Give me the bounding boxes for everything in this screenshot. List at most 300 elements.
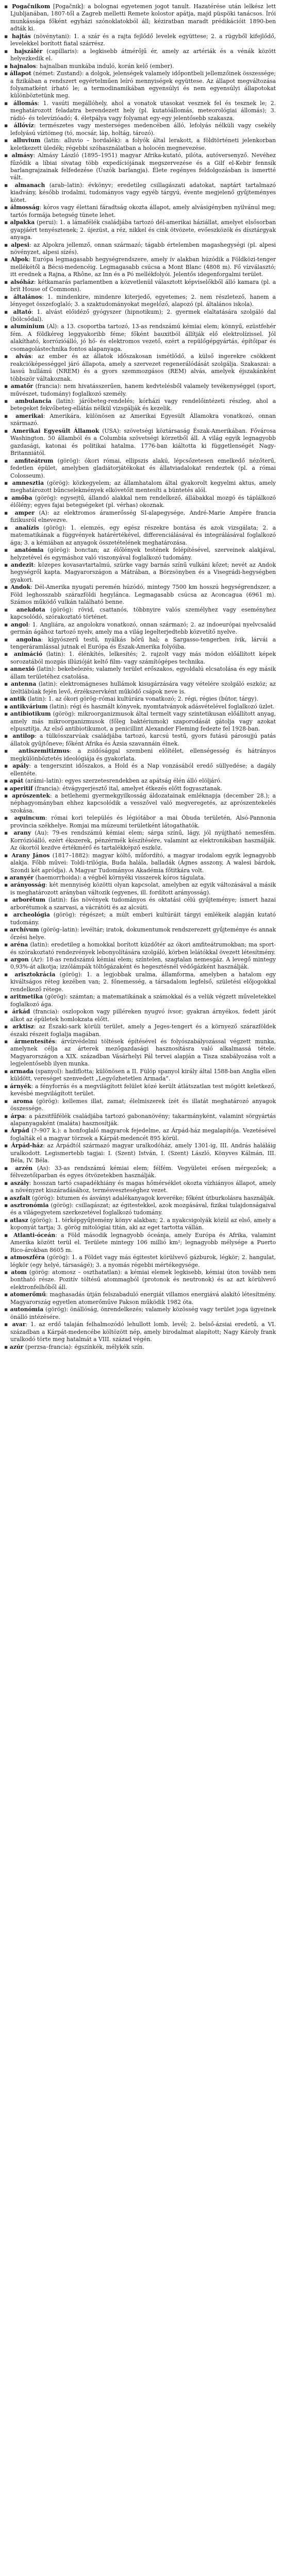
entry-headword: aroma	[13, 1097, 33, 1105]
dictionary-entry	[4, 353, 276, 383]
bullet-icon: ▪	[4, 1321, 12, 1328]
bullet-icon: ▪	[4, 3, 12, 10]
entry-definition: : kígyószerű testű, nyálkás bőrű hal; a Sargasso-tengerben ívik, lárvái a tengeráramlással jutnak el Európa és Észak-Amerika folyóiba.	[10, 636, 276, 650]
entry-headword: állóvíz	[13, 122, 34, 129]
entry-definition: (görög): 1. a Földet vagy más égitestet körülvevő gázburok, légkör; 2. hangulat, légkör (egy helyé, társaságé); 3. a nyomás régebbi mértékegysége.	[10, 1254, 276, 1268]
bullet-icon: ▪	[4, 762, 13, 770]
entry-definition: : árvízvédelmi töltések építésével és folyószabályozással végzett munka, amelynek célja az árterek mezőgazdasági hasznosításra való alkalmassá tétele. Magyarországon a XIX. században Vásárhelyi Pál tervei alapján a Tisza szabályozása volt a legjelentősebb ilyen munka.	[10, 1038, 276, 1067]
entry-headword: asztronómia	[10, 1201, 49, 1209]
bullet-icon: ▪	[4, 651, 14, 658]
bullet-icon: ▪	[4, 1127, 11, 1134]
entry-headword: anatómia	[14, 547, 44, 554]
entry-headword: árkád	[12, 1008, 30, 1015]
dictionary-entry	[4, 383, 276, 398]
bullet-icon: ▪	[4, 323, 11, 330]
entry-definition: : a betlehemi gyermekgyilkosság áldozatainak emléknapja (december 28.); a néphagyományban ehhez kapcsolódik a vesszővel való megveregetés, az aprószentekelés szokása.	[10, 792, 276, 814]
entry-definition: (haemorrhoida): a végbél környéki visszerek kóros tágulata.	[34, 874, 206, 882]
entry-definition: : Almásy László (1895–1951) magyar Afrika-kutató, pilóta, autóversenyző. Nevéhez fűződik a líbiai sivatag több expedíciójának megszervezése és a Gilf el-Kebir fennsík barlangrajzainak felfedezése (Úszók barlangja). Élete regényes feldolgozásban is ismertté vált.	[10, 152, 276, 181]
entry-definition: (latin): régi és használt könyvek, nyomtatványok adásvételével foglalkozó üzlet.	[47, 703, 275, 710]
entry-definition: : két mennyiség közötti olyan kapcsolat, amelyben az egyik változásával a másik is meghatározott arányban változik (egyenes, ill. fordított arányosság).	[10, 882, 276, 896]
dictionary-entry	[4, 3, 276, 33]
entry-headword: arzén	[15, 1164, 33, 1172]
bullet-icon: ▪	[4, 561, 11, 568]
bullet-icon: ▪	[4, 792, 12, 800]
dictionary-entry	[4, 1023, 276, 1038]
dictionary-entry	[4, 896, 276, 911]
bullet-icon: ▪	[4, 1038, 15, 1045]
entry-definition: : a Föld második legnagyobb óceánja, amely Európa és Afrika, valamint Amerika között terül el. Területe mintegy 106 millió km²; legnagyobb mélysége a Puerto Rico-árokban 8605 m.	[10, 1231, 276, 1253]
dictionary-entry	[4, 606, 276, 621]
entry-definition: (capillaris): a legkisebb átmérőjű ér, amely az artériák és a vénák között helyezkedik el.	[10, 47, 276, 62]
bullet-icon: ▪	[4, 956, 11, 963]
dictionary-entry	[4, 852, 276, 874]
bullet-icon: ▪	[4, 1164, 15, 1172]
bullet-icon: ▪	[4, 1082, 10, 1090]
entry-definition: : a tengerszint időszakos, a Hold és a Nap vonzásából eredő süllyedése; a dagály ellentéte.	[10, 762, 276, 777]
dictionary-entry	[4, 1165, 276, 1180]
bullet-icon: ▪	[4, 1142, 11, 1149]
entry-definition: (latin): 1. az ókori görög–római kultúrára vonatkozó; 2. régi, régies (bútor, tárgy).	[26, 696, 258, 703]
entry-definition: : 1. alvást előidéző gyógyszer (hipnotikum); 2. gyermek elaltatására szolgáló dal (bölcsődal).	[10, 308, 276, 323]
entry-definition: (görög): 1. a legjobbak uralma, államforma, amelyben a hatalom egy kiváltságos réteg kezében van; 2. főnemesség, a társadalom legfelső, születési előjogokkal rendelkező rétege.	[10, 971, 276, 993]
entry-headword: atom	[11, 1269, 27, 1276]
entry-definition: (görög): kellemes illat, zamat; élelmiszerek ízét és illatát meghatározó anyagok összessége.	[10, 1097, 276, 1112]
entry-definition: (görög): közkegyelem; az államhatalom által gyakorolt kegyelmi aktus, amely meghatározott bűncselekmények elkövetőit mentesíti a büntetés alól.	[10, 480, 276, 494]
bullet-icon: ▪	[4, 427, 12, 434]
bullet-icon: ▪	[4, 681, 11, 688]
bullet-icon: ▪	[4, 457, 15, 464]
entry-definition: (latin): bekebelezés; valamely terület erőszakos, egyoldalú elcsatolása és egy másik állam területéhez csatolása.	[10, 666, 276, 680]
bullet-icon: ▪	[4, 1023, 13, 1030]
entry-headword: amőba	[11, 494, 32, 501]
dictionary-entry	[4, 1113, 276, 1128]
entry-definition: [Pogačnik]: a bolognai egyetemen jogot tanult. Hazatérése után lelkész lett Ljubljanában, 1807-től a Zagreb melletti Remete kolostor apátja, majd püspöki tanácsos. Írói munkássága főként egyházi szónoklatokból áll; kéziratban maradt prédikációit 1890-ben adták ki.	[10, 3, 276, 32]
entry-definition: (Ar): 18-as rendszámú kémiai elem; színtelen, szagtalan nemesgáz. A levegő mintegy 0,93%-át alkotja; izzólámpák töltőgázaként és hegesztésnél védőgázként használják.	[10, 956, 276, 971]
entry-definition: (latin): elektromágneses hullámok kisugárzására vagy vételére szolgáló eszköz; az ízeltlábúak fején levő, érzékszervként működő csápok neve is.	[10, 681, 276, 695]
entry-definition: : Európa legmagasabb hegységrendszere, amely ív alakban húzódik a Földközi-tenger mellékétől a Bécsi-medencéig. Legmagasabb csúcsa a Mont Blanc (4808 m). Fő vízválasztó; itt erednek a Rajna, a Rhône, az Inn és a Pó mellékfolyói. Jelentős idegenforgalmi terület.	[10, 256, 276, 278]
bullet-icon: ▪	[4, 99, 14, 107]
dictionary-entry	[4, 941, 276, 956]
entry-definition: (latin): eredetileg a homokkal borított küzdőtér az ókori amfiteátrumokban; ma sport- és szórakoztató rendezvények lebonyolítására szolgáló, körben lelátókkal övezett létesítmény.	[10, 941, 276, 956]
entry-headword: alumínium	[10, 323, 45, 330]
entry-headword: ármentesítés	[14, 1038, 55, 1045]
bullet-icon: ▪	[4, 353, 16, 360]
entry-definition: (görög): rövid, csattanós, többnyire valós személyhez vagy eseményhez kapcsolódó, szórakoztató történet.	[10, 606, 276, 621]
bullet-icon: ▪	[4, 547, 14, 554]
entry-headword: angolna	[16, 636, 41, 643]
dictionary-entry	[4, 70, 276, 100]
entry-definition: (görög–latin): levéltár; iratok, dokumentumok rendszerezett gyűjteménye és annak őrzési helye.	[10, 926, 276, 941]
entry-headword: antiszemitizmus	[18, 748, 70, 755]
dictionary-entry	[4, 956, 276, 971]
entry-headword: alpesi	[11, 241, 29, 248]
dictionary-entry	[4, 1232, 276, 1254]
entry-definition: : római kori település és légiótábor a mai Óbuda területén, Alsó-Pannonia provincia székhelye. Romjai ma múzeumi területként látogathatók.	[10, 815, 276, 829]
dictionary-entry	[4, 48, 276, 63]
dictionary-entry	[4, 710, 276, 733]
entry-headword: alsóház	[10, 278, 34, 285]
dictionary-entry	[4, 309, 276, 324]
bullet-icon: ▪	[4, 911, 13, 919]
dictionary-entry	[4, 457, 276, 480]
dictionary-entry	[4, 152, 276, 182]
bullet-icon: ▪	[4, 703, 10, 710]
entry-headword: annexió	[10, 666, 35, 673]
entry-headword: Andok	[10, 584, 31, 591]
bullet-icon: ▪	[4, 278, 11, 285]
bullet-icon: ▪	[4, 181, 15, 189]
entry-headword: atlasz	[10, 1216, 28, 1224]
dictionary-entry	[4, 1038, 276, 1068]
entry-definition: (francia): nem hivatásszerűen, hanem kedvtelésből valamely tevékenységgel (sport, művészet, tudomány) foglalkozó személy.	[10, 383, 276, 397]
bullet-icon: ▪	[4, 926, 10, 934]
bullet-icon: ▪	[4, 152, 12, 159]
entry-definition: : a fényforrás és a megvilágított felület közé került átlátszatlan test mögött keletkező, kevésbé megvilágított terület.	[10, 1082, 276, 1097]
entry-definition: (görög): csillagászat; az égitestekkel, azok mozgásával, fizikai tulajdonságaival és a világegyetem szerkezetével foglalkozó tudomány.	[10, 1201, 276, 1216]
entry-headword: angol	[10, 621, 28, 628]
dictionary-entry	[4, 413, 276, 428]
bullet-icon: ▪	[4, 1254, 10, 1261]
entry-headword: aprószentek	[12, 792, 50, 800]
entry-headword: andezit	[10, 561, 34, 568]
bullet-icon: ▪	[4, 1216, 10, 1224]
entry-headword: Árpád-ház	[11, 1142, 43, 1149]
entry-definition: : a pázsitfűfélék családjába tartozó gabonanövény; takarmányként, valamint sörgyártás alapanyagaként (maláta) hasznosítják.	[10, 1112, 276, 1127]
entry-definition: (latin: alluvio – hordalék): a folyók által lerakott, a földtörténeti jelenkorban keletkezett üledék; régebbi szóhasználatban a holocén megnevezése.	[10, 137, 276, 151]
dictionary-entry	[4, 926, 276, 941]
bullet-icon: ▪	[4, 219, 10, 226]
bullet-icon: ▪	[4, 882, 11, 889]
entry-definition: : a tülkösszarvúak családjába tartozó, karcsú testű, gyors futású párosujjú patás állatok gyűjtőneve; főként Afrika és Ázsia szavannáin élnek.	[10, 733, 276, 747]
entry-definition: (görög): mikroorganizmusok által termelt vagy szintetikusan előállított anyag, amely más mikroorganizmusok (főleg baktériumok) szaporodását gátolja vagy azokat elpusztítja. Az első antibiotikumot, a penicillint Alexander Fleming fedezte fel 1928-ban.	[10, 710, 276, 732]
dictionary-entry	[4, 993, 276, 1008]
entry-headword: argon	[10, 956, 29, 963]
bullet-icon: ▪	[4, 70, 10, 77]
entry-headword: antibiotikum	[10, 710, 51, 718]
bullet-icon: ▪	[4, 308, 13, 315]
dictionary-entry	[4, 398, 276, 413]
entry-definition: (A): az elektromos áramerősség SI-alapegysége, André-Marie Ampère francia fizikusról elnevezve.	[10, 509, 276, 524]
entry-headword: avar	[12, 1321, 26, 1328]
entry-headword: aquincum	[14, 815, 45, 822]
dictionary-entry	[4, 219, 276, 241]
bullet-icon: ▪	[4, 606, 16, 613]
bullet-icon: ▪	[4, 241, 11, 248]
entry-definition: (arab–latin): évkönyv; eredetileg csillagászati adatokat, naptárt tartalmazó kiadvány, később irodalmi, tudományos vagy egyéb tárgyú, évente megjelenő gyűjteményes kötet.	[10, 181, 276, 204]
dictionary-entry	[4, 1068, 276, 1083]
entry-headword: almanach	[14, 181, 45, 189]
bullet-icon: ▪	[4, 494, 12, 501]
entry-definition: : 1. Angliára, az angolokra vonatkozó, onnan származó; 2. az indoeurópai nyelvcsalád germán ágához tartozó nyelv, amely ma a világ legelterjedtebb közvetítő nyelve.	[10, 621, 276, 636]
bullet-icon: ▪	[4, 32, 12, 40]
entry-headword: analízis	[15, 524, 39, 531]
entry-headword: ambulancia	[15, 398, 52, 405]
entry-headword: animáció	[13, 651, 43, 658]
entry-definition: (latin): fás növények tudományos és oktatási célú gyűjteménye; ismert hazai arborétumok a szarvasi, a vácrátóti és az alcsúti.	[10, 896, 276, 911]
bullet-icon: ▪	[4, 1343, 10, 1350]
bullet-icon: ▪	[4, 852, 12, 859]
bullet-icon: ▪	[4, 1201, 10, 1209]
bullet-icon: ▪	[4, 696, 10, 703]
dictionary-entry	[4, 696, 276, 703]
entry-definition: : Amerikára, különösen az Amerikai Egyesült Államokra vonatkozó, onnan származó.	[10, 412, 276, 427]
dictionary-entry	[4, 294, 276, 309]
dictionary-entry	[4, 971, 276, 993]
dictionary-entry	[4, 882, 276, 896]
entry-headword: aranyér	[9, 874, 34, 882]
dictionary-entry	[4, 777, 276, 785]
entry-definition: : természetes vagy mesterséges medencében álló, lefolyás nélküli vagy csekély lefolyású víztömeg (tó, mocsár, láp, holtág, tározó).	[10, 122, 276, 137]
bullet-icon: ▪	[4, 971, 15, 978]
entry-definition: : az ember és az állatok időszakosan ismétlődő, a külső ingerekre csökkent reakcióképességgel járó állapota, amely a szervezet regenerálódását szolgálja. Szakaszai: a lassú hullámú (NREM) és a gyors szemmozgásos (REM) alvás, amelyek éjszakánként többször váltakoznak.	[10, 353, 276, 382]
bullet-icon: ▪	[4, 1067, 10, 1075]
entry-definition: (USA): szövetségi köztársaság Észak-Amerikában. Fővárosa Washington. 50 államból és a Columbia szövetségi körzetből áll. A világ egyik legnagyobb gazdasági, katonai és politikai hatalma. 1776-ban kiáltotta ki függetlenségét Nagy-Britanniától.	[10, 427, 276, 457]
entry-headword: aperitif	[9, 785, 33, 792]
entry-definition: : kétkamarás parlamentben a közvetlenül választott képviselőkből álló kamara (pl. a brit House of Commons).	[10, 278, 276, 293]
bullet-icon: ▪	[4, 524, 15, 531]
entry-headword: amnesztia	[12, 480, 44, 486]
entry-headword: antilop	[12, 733, 35, 740]
dictionary-entry	[4, 1217, 276, 1232]
bullet-icon: ▪	[4, 815, 14, 822]
entry-headword: amfiteátrum	[14, 457, 54, 464]
bullet-icon: ▪	[4, 412, 16, 419]
entry-definition: (növénytani): 1. a szár és a rajta fejlődő levelek együttese; 2. a rügyből kifejlődő, levelekkel borított fiatal szárrész.	[10, 32, 276, 47]
dictionary-entry	[4, 279, 276, 294]
entry-headword: antik	[9, 696, 26, 703]
entry-definition: : 1. vasúti megállóhely, ahol a vonatok utasokat vesznek fel és tesznek le; 2. meghatározott feladatra berendezett hely (pl. kutatóállomás, meteorológiai állomás); 3. rádió- és televízióadó; 4. életpálya vagy folyamat egy-egy jelentősebb szakasza.	[10, 99, 276, 122]
dictionary-entry	[4, 323, 276, 353]
entry-headword: atomerőmű	[10, 1291, 46, 1298]
entry-definition: (Al): a 13. csoportba tartozó, 13-as rendszámú kémiai elem; könnyű, ezüstfehér fém. A földkéreg leggyakoribb féme; főként bauxitból állítják elő elektrolízissel. Jól alakítható, korrózióálló, jó hő- és elektromos vezető, ezért a repülőgépgyártás, építőipar és csomagolástechnika fontos alapanyaga.	[10, 323, 276, 352]
entry-definition: : a zsidósággal szembeni előítélet, ellenségesség és hátrányos megkülönböztetés ideológiája és gyakorlata.	[10, 748, 276, 762]
bullet-icon: ▪	[4, 137, 13, 144]
dictionary-entry	[4, 1127, 276, 1142]
dictionary-entry	[4, 584, 276, 606]
entry-definition: (görög): egysejtű, állandó alakkal nem rendelkező, állábakkal mozgó és táplálkozó élőlény; egyes fajai betegségeket (pl. vérhas) okoznak.	[10, 494, 276, 509]
entry-definition: (perui): 1. a lámafélék családjába tartozó dél-amerikai háziállat, amelyet elsősorban gyapjáért tenyésztenek; 2. újezüst, a réz, nikkel és cink ötvözete, evőeszközök és dísztárgyak anyaga.	[10, 219, 276, 241]
entry-headword: aritmetika	[10, 993, 43, 1001]
entry-definition: : 1. mindenkire, mindenre kiterjedő, egyetemes; 2. nem részletező, hanem a lényeget összefoglaló; 3. a szaktudományokat megelőző, alapozó (pl. általános iskola).	[10, 293, 276, 308]
entry-definition: : hosszan tartó csapadékhiány és magas hőmérséklet okozta vízhiányos állapot, amely a növényzet kiszáradásához, termésveszteséghez vezet.	[10, 1179, 276, 1194]
entry-headword: Alpok	[10, 256, 29, 263]
bullet-icon: ▪	[4, 785, 10, 792]
dictionary-entry	[4, 815, 276, 829]
dictionary-entry	[4, 242, 276, 257]
entry-headword: aszfalt	[9, 1194, 30, 1201]
entry-headword: állapot	[9, 70, 31, 77]
bullet-icon: ▪	[4, 1112, 11, 1120]
dictionary-entry	[4, 524, 276, 547]
entry-headword: árpa	[10, 1112, 25, 1120]
entry-headword: antikvárium	[9, 703, 48, 710]
dictionary-entry	[4, 733, 276, 748]
entry-headword: állomás	[13, 99, 38, 107]
entry-definition: (görög): ókori római, ellipszis alakú, lépcsőzetesen emelkedő nézőterű, fedetlen épület, amelyben gladiátorjátékokat és állatviadalokat rendeztek (pl. a római Colosseum).	[10, 457, 276, 479]
entry-definition: (perzsa–francia): égszínkék, mélykék szín.	[23, 1343, 144, 1350]
bullet-icon: ▪	[4, 1231, 14, 1239]
entry-definition: : hajnalban munkába induló, korán kelő (ember).	[36, 62, 174, 70]
entry-headword: aréna	[10, 941, 28, 948]
dictionary-entry	[4, 1195, 276, 1202]
dictionary-entry	[4, 137, 276, 152]
entry-headword: arisztokrácia	[14, 971, 56, 978]
entry-definition: (spanyol): hadiflotta; különösen a II. Fülöp spanyol király által 1588-ban Anglia ellen küldött, vereséget szenvedett „Legyőzhetetlen Armada”.	[10, 1067, 276, 1082]
entry-definition: : közepes kovasavtartalmú, szürke vagy barnás színű vulkáni kőzet; nevét az Andok hegységről kapta. Magyarországon a Mátrában, a Börzsönyben és a Visegrádi-hegységben gyakori.	[10, 561, 276, 583]
bullet-icon: ▪	[4, 621, 11, 628]
entry-definition: (latin): 1. élénkítés, lelkesítés; 2. rajzolt vagy más módon előállított képek sorozatából mozgás illúzióját keltő film- vagy számítógépes technika.	[10, 651, 276, 665]
bullet-icon: ▪	[4, 204, 10, 211]
entry-definition: (?–907 k.): a honfoglaló magyarok fejedelme, az Árpád-ház megalapítója. Vezetésével foglalták el a magyar törzsek a Kárpát-medencét 895 körül.	[10, 1127, 276, 1142]
dictionary-entry	[4, 1321, 276, 1343]
entry-definition: (Au): 79-es rendszámú kémiai elem; sárga színű, lágy, jól nyújtható nemesfém. Korrózióálló, ezért ékszerek, pénzérmék készítésére, valamint az elektronikában használják. Az ókortól kezdve értékmérő és tartalékképző eszköz.	[10, 829, 276, 852]
dictionary-entry	[4, 1098, 276, 1113]
bullet-icon: ▪	[4, 1194, 10, 1201]
bullet-icon: ▪	[4, 383, 11, 390]
entry-headword: autonómia	[10, 1306, 44, 1313]
bullet-icon: ▪	[4, 710, 10, 718]
entry-headword: atmoszféra	[10, 1254, 45, 1261]
entry-headword: arányosság	[10, 882, 45, 889]
entry-definition: (görög): 1. térképgyűjtemény könyv alakban; 2. a nyakcsigolyák közül az első, amely a koponyát tartja; 3. görög mitológiai titán, aki az eget tartotta vállán.	[10, 1216, 276, 1231]
entry-headword: altató	[13, 308, 31, 315]
entry-headword: archeológia	[13, 911, 50, 919]
entry-definition: (francia): étvágygerjesztő ital, amelyet étkezés előtt fogyasztanak.	[32, 785, 222, 792]
dictionary-entry	[4, 829, 276, 852]
entry-headword: hajnalos	[9, 62, 36, 70]
bullet-icon: ▪	[4, 480, 12, 486]
entry-headword: amatőr	[10, 383, 34, 390]
dictionary-entry	[4, 748, 276, 762]
entry-definition: (görög): önállóság, önrendelkezés; valamely közösség vagy terület joga ügyeinek önálló intézésére.	[10, 1306, 276, 1320]
dictionary-entry	[4, 480, 276, 495]
entry-definition: (görög): 1. elemzés, egy egész részekre bontása és azok vizsgálata; 2. a matematikának a függvények határértékével, differenciálásával és integrálásával foglalkozó ága; 3. a kémiában az anyagok összetételének meghatározása.	[10, 524, 276, 546]
dictionary-entry	[4, 1180, 276, 1195]
bullet-icon: ▪	[4, 733, 13, 740]
bullet-icon: ▪	[4, 1008, 12, 1015]
bullet-icon: ▪	[4, 941, 11, 948]
dictionary-entry	[4, 1344, 276, 1351]
dictionary-entry	[4, 256, 276, 278]
entry-definition: (görög): régészet; a múlt emberi kultúráit tárgyi emlékeik alapján kutató tudomány.	[10, 911, 276, 926]
entry-definition: (német: Zustand): a dolgok, jelenségek valamely időpontbeli jellemzőinek összessége; a fizikában a rendszert egyértelműen leíró mennyiségek együttese. Az állapot megváltozása folyamatként írható le; a termodinamikában egyensúlyi és nem egyensúlyi állapotokat különböztetünk meg.	[10, 70, 276, 99]
entry-headword: arktisz	[12, 1023, 34, 1030]
bullet-icon: ▪	[4, 874, 10, 882]
dictionary-entry	[4, 666, 276, 681]
entry-definition: : 1. az erdő talaján felhalmozódó lehullott lomb, levél; 2. belső-ázsiai eredetű, a VI. században a Kárpát-medencébe költözött nép, amely birodalmat alapított; Nagy Károly frank uralkodó törte meg hatalmát a VIII. század végén.	[10, 1321, 276, 1343]
entry-definition: (1817–1882): magyar költő, műfordító, a magyar irodalom egyik legnagyobb alakja. Főbb művei: Toldi-trilógia, Buda halála, balladák (Ágnes asszony, A walesi bárdok, Szondi két apródja). A Magyar Tudományos Akadémia főtitkára volt.	[10, 852, 276, 874]
bullet-icon: ▪	[4, 1306, 10, 1313]
dictionary-entry	[4, 547, 276, 562]
entry-headword: amerikai	[15, 412, 43, 419]
entry-headword: apát	[9, 777, 24, 785]
dictionary-entry	[4, 510, 276, 524]
dictionary-entry	[4, 762, 276, 777]
entry-definition: (görög): számtan; a matematikának a számokkal és a velük végzett műveletekkel foglalkozó ága.	[10, 993, 276, 1008]
dictionary-entry	[4, 428, 276, 457]
bullet-icon: ▪	[4, 1179, 11, 1187]
entry-headword: Amerikai Egyesült Államok	[12, 427, 100, 434]
bullet-icon: ▪	[4, 509, 15, 516]
dictionary-entry	[4, 100, 276, 122]
dictionary-entry	[4, 33, 276, 48]
dictionary-entry	[4, 1306, 276, 1321]
entry-headword: apály	[12, 762, 29, 770]
bullet-icon: ▪	[4, 256, 11, 263]
bullet-icon: ▪	[4, 748, 19, 755]
entry-definition: (latin): járóbeteg-rendelés; kórházi vagy rendelőintézeti részleg, ahol a betegeket fekvőbeteg-ellátás nélkül vizsgálják és kezelik.	[10, 398, 276, 412]
entry-headword: általános	[13, 293, 42, 300]
entry-headword: alpakka	[10, 219, 35, 226]
bullet-icon: ▪	[4, 1291, 10, 1298]
dictionary-entry	[4, 681, 276, 696]
bullet-icon: ▪	[4, 293, 13, 300]
entry-definition: : Dél-Amerika nyugati peremén húzódó, mintegy 7500 km hosszú hegységrendszer, a Föld leghosszabb szárazföldi hegylánca. Legmagasabb csúcsa az Aconcagua (6961 m). Számos működő vulkán található benne.	[10, 584, 276, 606]
entry-headword: antenna	[10, 681, 37, 688]
dictionary-entry	[4, 204, 276, 219]
bullet-icon: ▪	[4, 1097, 13, 1105]
bullet-icon: ▪	[4, 47, 14, 55]
entry-definition: : az Északi-sark körüli terület, amely a Jeges-tengert és a környező szárazföldek északi részeit foglalja magában.	[10, 1023, 276, 1038]
dictionary-entry	[4, 621, 276, 636]
entry-headword: alvás	[15, 353, 31, 360]
entry-definition: (As): 33-as rendszámú kémiai elem; félfém. Vegyületei erősen mérgezőek; a félvezetőiparban és egyes ötvözetekben használják.	[10, 1164, 276, 1179]
dictionary-entry	[4, 1083, 276, 1098]
dictionary-entry	[4, 63, 276, 70]
dictionary-entry	[4, 1269, 276, 1291]
bullet-icon: ▪	[4, 777, 10, 785]
dictionary-entry	[4, 1142, 276, 1164]
entry-headword: árnyék	[10, 1082, 31, 1090]
entry-headword: amper	[14, 509, 35, 516]
entry-headword: aszály	[10, 1179, 29, 1187]
entry-definition: (görög): bitumen és ásványi adalékanyagok keveréke; főként útburkolásra használják.	[30, 1194, 275, 1201]
entry-headword: hajtás	[11, 32, 31, 40]
entry-definition: (arámi–latin): egyes szerzetesrendekben az apátság élén álló elöljáró.	[23, 777, 222, 785]
entry-headword: hajszálér	[14, 47, 43, 55]
entry-headword: álmosság	[10, 204, 40, 211]
bullet-icon: ▪	[4, 584, 11, 591]
entry-definition: : maghasadás útján felszabaduló energiát villamos energiává alakító létesítmény. Magyarország egyetlen atomerőműve Pakson működik 1982 óta.	[10, 1291, 276, 1306]
entry-definition: (görög: atomosz – oszthatatlan): a kémiai elemek legkisebb, kémiai úton tovább nem bontható része. Pozitív töltésű atommagból (protonok és neutronok) és az azt körülvevő elektronfelhőből áll.	[10, 1269, 276, 1291]
dictionary-entry	[4, 1291, 276, 1306]
bullet-icon: ▪	[4, 896, 12, 904]
entry-definition: (görög): bonctan; az élőlények testének felépítésével, szerveinek alakjával, helyzetével és egymáshoz való viszonyával foglalkozó tudomány.	[10, 547, 276, 561]
entry-headword: armada	[10, 1067, 34, 1075]
bullet-icon: ▪	[4, 398, 15, 405]
entry-headword: anekdota	[16, 606, 45, 613]
entry-definition: : az Árpádtól származó magyar uralkodóház, amely 1301-ig, III. András haláláig uralkodott. Legismertebb tagjai: I. (Szent) István, I. (Szent) László, Könyves Kálmán, III. Béla, IV. Béla.	[10, 1142, 276, 1164]
dictionary-entry	[4, 182, 276, 204]
bullet-icon: ▪	[4, 1269, 11, 1276]
dictionary-entry	[4, 651, 276, 666]
bullet-icon: ▪	[4, 666, 10, 673]
dictionary-entry	[4, 562, 276, 584]
bullet-icon: ▪	[4, 636, 16, 643]
entry-definition: : kóros vagy élettani fáradtság okozta állapot, amely alvásigényben nyilvánul meg; tartós formája betegség tünete lehet.	[10, 204, 276, 218]
entry-headword: arany	[13, 829, 31, 837]
dictionary-entry	[4, 785, 276, 792]
bullet-icon: ▪	[4, 993, 10, 1001]
bullet-icon: ▪	[4, 62, 10, 70]
entry-headword: archívum	[9, 926, 39, 934]
dictionary-entry	[4, 495, 276, 510]
dictionary-entry	[4, 122, 276, 137]
entry-headword: Pogačnikom	[12, 3, 51, 10]
entry-headword: azúr	[9, 1343, 24, 1350]
entry-headword: almásy	[11, 152, 34, 159]
entry-headword: alluvium	[13, 137, 41, 144]
